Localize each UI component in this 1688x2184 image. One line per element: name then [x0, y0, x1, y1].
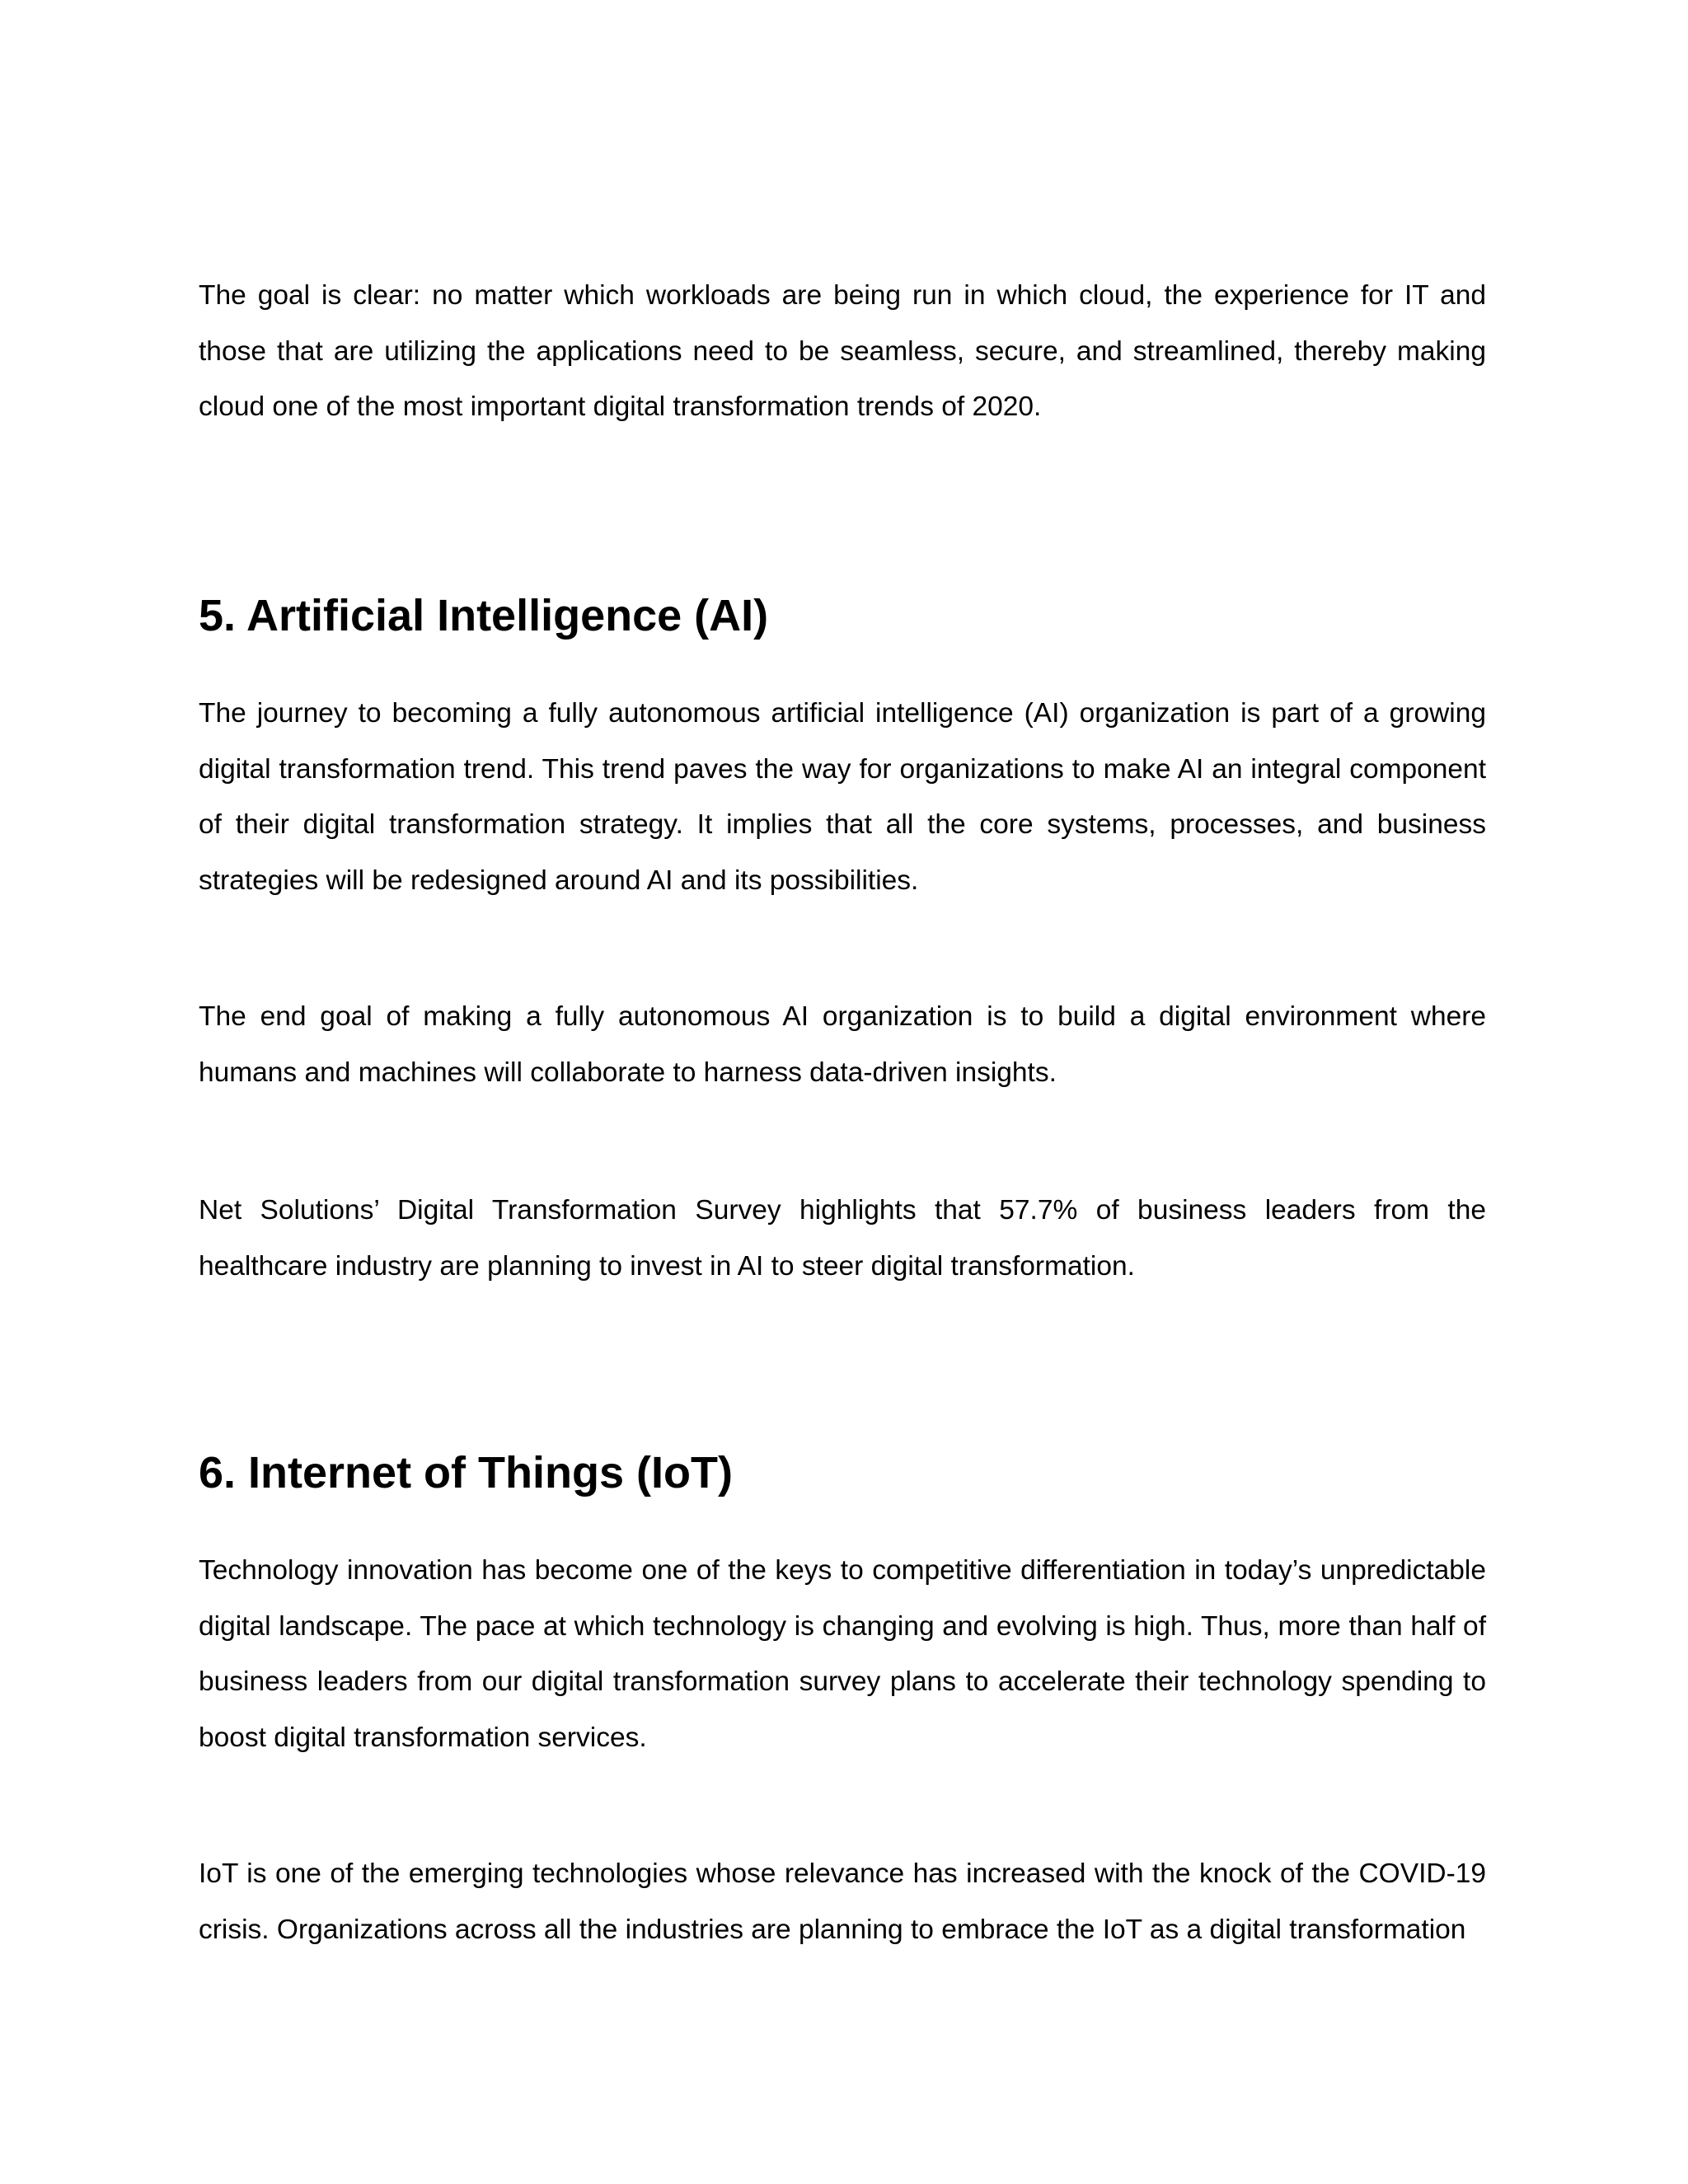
paragraph-ai-survey: Net Solutions’ Digital Transformation Survey highlights that 57.7% of business leaders from the healthcare industry are planning to invest in AI to steer digital transformation. [199, 1195, 1486, 1282]
section-heading-ai: 5. Artificial Intelligence (AI) [199, 591, 769, 640]
paragraph-iot-innovation: Technology innovation has become one of the keys to competitive differentiation in today’s unpredictable digital landscape. The pace at which technology is changing and evolving is high. Thus, more than half of business leaders from our digital transformation survey plans to accelerate their technology spending to boost digital transformation services. [199, 1555, 1486, 1753]
paragraph-ai-journey: The journey to becoming a fully autonomous artificial intelligence (AI) organization is part of a growing digital transformation trend. This trend paves the way for organizations to make AI an integral component of their digital transformation strategy. It implies that all the core systems, processes, and business strategies will be redesigned around AI and its possibilities. [199, 698, 1486, 896]
section-heading-iot: 6. Internet of Things (IoT) [199, 1448, 733, 1497]
paragraph-ai-end-goal: The end goal of making a fully autonomous AI organization is to build a digital environment where humans and machines will collaborate to harness data-driven insights. [199, 1001, 1486, 1088]
paragraph-cloud-goal: The goal is clear: no matter which workloads are being run in which cloud, the experience for IT and those that are utilizing the applications need to be seamless, secure, and streamlined, thereby making cloud one of the most important digital transformation trends of 2020. [199, 280, 1486, 422]
paragraph-iot-emerging: IoT is one of the emerging technologies whose relevance has increased with the knock of the COVID-19 crisis. Organizations across all the industries are planning to embrace the IoT as a digital transformation [199, 1858, 1486, 1945]
